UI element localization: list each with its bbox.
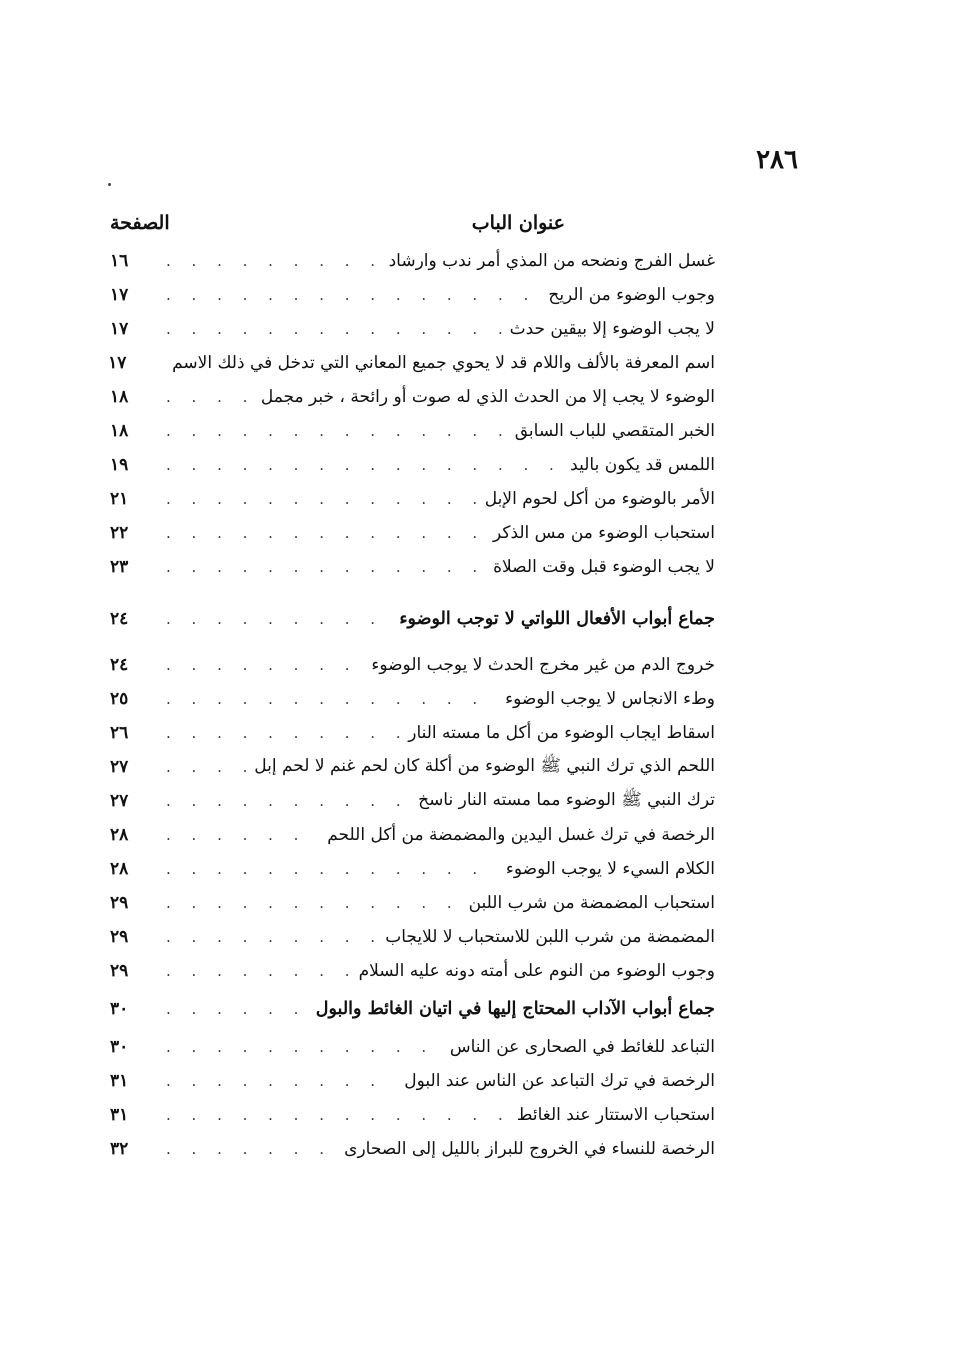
toc-entry-title: الرخصة في ترك غسل اليدين والمضمضة من أكل اللحم <box>327 825 715 845</box>
toc-entry-row <box>110 716 715 750</box>
toc-entry-title: لا يجب الوضوء إلا بيقين حدث <box>509 319 715 339</box>
column-header-title: عنوان الباب <box>471 212 565 234</box>
page-number: ٢٨٦ <box>756 145 798 175</box>
toc-entry-page: ٣٠ <box>110 999 129 1019</box>
toc-entry-row <box>110 448 715 482</box>
toc-entry-page: ٢٥ <box>110 689 129 709</box>
toc-entry-row <box>110 750 715 784</box>
dot-leader <box>166 388 253 406</box>
toc-entry-title: المضمضة من شرب اللبن للاستحباب لا للايجاب <box>385 927 715 947</box>
dot-leader <box>166 320 502 338</box>
toc-entry-page: ١٨ <box>110 387 129 407</box>
toc-entry-row <box>110 954 715 988</box>
toc-entry-title: التباعد للغائط في الصحارى عن الناس <box>449 1037 715 1057</box>
toc-entry-title: وطء الانجاس لا يوجب الوضوء <box>505 689 715 709</box>
dot-leader <box>166 524 485 542</box>
toc-entry-title: اللحم الذي ترك النبي ﷺ الوضوء من أكلة كان لحم غنم لا لحم إبل <box>254 755 715 776</box>
toc-entry-page: ٢٧ <box>110 757 129 777</box>
dot-leader <box>166 928 377 946</box>
toc-entry-row <box>110 346 715 380</box>
toc-entry-page: ٢٢ <box>110 523 129 543</box>
toc-entry-title: غسل الفرج ونضحه من المذي أمر ندب وارشاد <box>388 251 715 271</box>
toc-entry-title: جماع أبواب الآداب المحتاج إليها في اتيان الغائط والبول <box>315 999 715 1019</box>
toc-entry-title: استحباب الاستتار عند الغائط <box>516 1105 715 1125</box>
dot-leader <box>166 826 319 844</box>
toc-entry-row <box>110 1064 715 1098</box>
dot-leader <box>166 1038 442 1056</box>
toc-entry-row <box>110 1098 715 1132</box>
toc-entry-title: الكلام السيء لا يوجب الوضوء <box>505 859 715 879</box>
toc-entry-title: استحباب المضمضة من شرب اللبن <box>468 893 715 913</box>
toc-entry-row <box>110 648 715 682</box>
toc-entry-title: خروج الدم من غير مخرج الحدث لا يوجب الوضوء <box>371 655 715 675</box>
table-of-contents <box>110 244 715 1166</box>
toc-entry-title: الخبر المتقصي للباب السابق <box>514 421 715 441</box>
toc-entry-page: ٢٧ <box>110 791 129 811</box>
toc-entry-title: الأمر بالوضوء من أكل لحوم الإبل <box>484 489 715 509</box>
dot-leader <box>166 422 507 440</box>
dot-leader <box>166 610 391 628</box>
toc-entry-page: ١٧ <box>110 319 129 339</box>
toc-entry-title: الوضوء لا يجب إلا من الحدث الذي له صوت أو رائحة ، خبر مجمل <box>260 387 715 407</box>
toc-entry-row <box>110 550 715 584</box>
toc-entry-page: ٣١ <box>110 1105 129 1125</box>
dot-leader <box>166 1000 308 1018</box>
toc-entry-title: اسم المعرفة بالألف واللام قد لا يحوي جميع المعاني التي تدخل في ذلك الاسم <box>172 353 715 373</box>
toc-entry-page: ٣٠ <box>110 1037 129 1057</box>
toc-entry-page: ٢٨ <box>110 825 129 845</box>
toc-entry-row <box>110 852 715 886</box>
toc-entry-title: الرخصة في ترك التباعد عن الناس عند البول <box>404 1071 715 1091</box>
toc-entry-row <box>110 244 715 278</box>
toc-entry-title: ترك النبي ﷺ الوضوء مما مسته النار ناسخ <box>418 789 715 810</box>
toc-entry-page: ٢٩ <box>110 961 129 981</box>
dot-leader <box>166 558 485 576</box>
dot-leader <box>166 656 363 674</box>
dot-leader <box>166 894 461 912</box>
toc-entry-row <box>110 1030 715 1064</box>
toc-entry-page: ٢٤ <box>110 655 129 675</box>
toc-entry-page: ١٧ <box>108 353 127 373</box>
toc-entry-row <box>110 516 715 550</box>
toc-entry-title: اللمس قد يكون باليد <box>570 455 715 475</box>
toc-entry-title: اسقاط ايجاب الوضوء من أكل ما مسته النار <box>408 723 715 743</box>
toc-entry-page: ١٦ <box>110 251 129 271</box>
toc-entry-row <box>110 312 715 346</box>
toc-entry-row <box>110 278 715 312</box>
toc-entry-page: ٣١ <box>110 1071 129 1091</box>
scan-speck <box>108 183 111 186</box>
toc-entry-page: ٣٢ <box>110 1139 129 1159</box>
toc-section-row <box>110 598 715 640</box>
toc-entry-row <box>110 784 715 818</box>
toc-entry-title: استحباب الوضوء من مس الذكر <box>492 523 715 543</box>
dot-leader <box>166 690 497 708</box>
toc-entry-title: لا يجب الوضوء قبل وقت الصلاة <box>493 557 715 577</box>
toc-entry-page: ٢١ <box>110 489 129 509</box>
dot-leader <box>166 286 540 304</box>
toc-entry-page: ٢٩ <box>110 893 129 913</box>
toc-entry-page: ٢٤ <box>110 609 129 629</box>
dot-leader <box>166 962 351 980</box>
toc-entry-title: وجوب الوضوء من الريح <box>548 285 715 305</box>
toc-entry-page: ٢٨ <box>110 859 129 879</box>
column-header-page: الصفحة <box>110 212 170 234</box>
toc-entry-row <box>110 380 715 414</box>
dot-leader <box>166 1072 396 1090</box>
toc-entry-page: ١٩ <box>110 455 129 475</box>
toc-entry-row <box>110 482 715 516</box>
toc-header <box>110 212 710 242</box>
dot-leader <box>166 490 477 508</box>
toc-entry-page: ٢٩ <box>110 927 129 947</box>
toc-entry-page: ٢٦ <box>110 723 129 743</box>
toc-entry-row <box>110 682 715 716</box>
dot-leader <box>166 252 381 270</box>
toc-entry-row <box>110 886 715 920</box>
toc-entry-title: الرخصة للنساء في الخروج للبراز بالليل إلى الصحارى <box>344 1139 715 1159</box>
dot-leader <box>166 758 246 776</box>
dot-leader <box>166 456 562 474</box>
dot-leader <box>166 792 410 810</box>
toc-entry-row <box>110 920 715 954</box>
toc-entry-row <box>110 1132 715 1166</box>
dot-leader <box>166 724 400 742</box>
toc-entry-page: ١٨ <box>110 421 129 441</box>
toc-entry-page: ٢٣ <box>110 557 129 577</box>
dot-leader <box>166 860 498 878</box>
toc-entry-row <box>110 414 715 448</box>
toc-section-row <box>110 988 715 1030</box>
toc-entry-page: ١٧ <box>110 285 129 305</box>
dot-leader <box>166 1106 509 1124</box>
toc-entry-title: جماع أبواب الأفعال اللواتي لا توجب الوضوء <box>399 609 715 629</box>
toc-entry-row <box>110 818 715 852</box>
toc-entry-title: وجوب الوضوء من النوم على أمته دونه عليه السلام <box>358 961 715 981</box>
dot-leader <box>166 1140 336 1158</box>
